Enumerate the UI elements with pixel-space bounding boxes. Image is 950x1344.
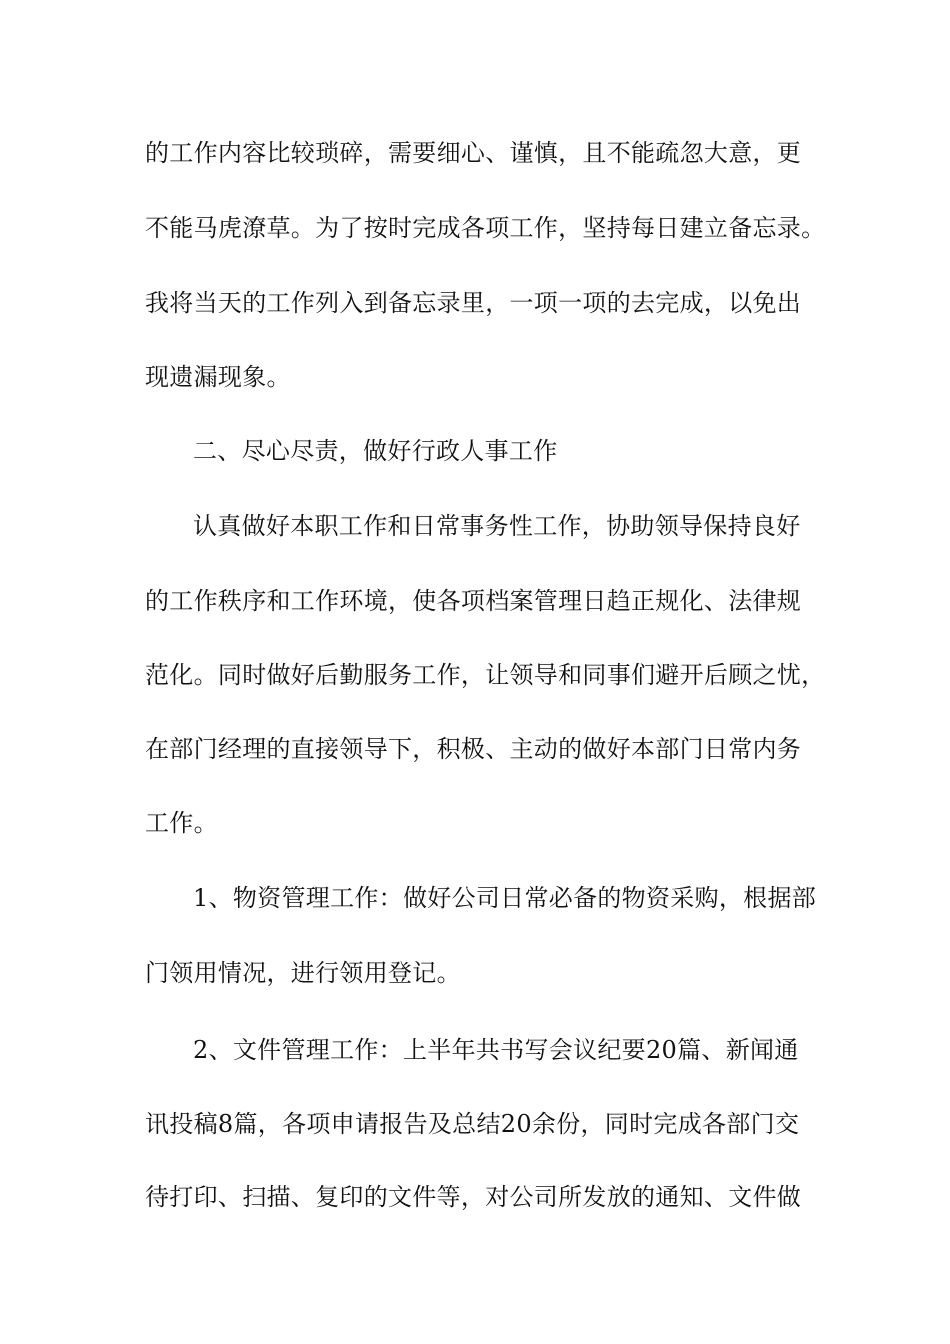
list-item-line: 1、物资管理工作：做好公司日常必备的物资采购，根据部 <box>193 884 817 912</box>
body-text-line: 在部门经理的直接领导下，积极、主动的做好本部门日常内务 <box>145 735 802 763</box>
body-text-line: 的工作内容比较琐碎，需要细心、谨慎，且不能疏忽大意，更 <box>145 139 802 167</box>
list-item-line: 讯投稿8篇，各项申请报告及总结20余份，同时完成各部门交 <box>145 1110 800 1138</box>
list-item-line: 2、文件管理工作：上半年共书写会议纪要20篇、新闻通 <box>193 1036 799 1064</box>
section-heading: 二、尽心尽责，做好行政人事工作 <box>193 437 558 465</box>
list-item-line: 门领用情况，进行领用登记。 <box>145 959 461 987</box>
body-text-line: 现遗漏现象。 <box>145 363 291 391</box>
body-text-line: 范化。同时做好后勤服务工作，让领导和同事们避开后顾之忧， <box>145 661 826 689</box>
body-text-line: 认真做好本职工作和日常事务性工作，协助领导保持良好 <box>193 512 801 540</box>
body-text-line: 不能马虎潦草。为了按时完成各项工作，坚持每日建立备忘录。 <box>145 214 826 242</box>
body-text-line: 工作。 <box>145 809 218 837</box>
body-text-line: 的工作秩序和工作环境，使各项档案管理日趋正规化、法律规 <box>145 587 802 615</box>
body-text-line: 我将当天的工作列入到备忘录里，一项一项的去完成，以免出 <box>145 289 802 317</box>
list-item-line: 待打印、扫描、复印的文件等，对公司所发放的通知、文件做 <box>145 1183 802 1211</box>
